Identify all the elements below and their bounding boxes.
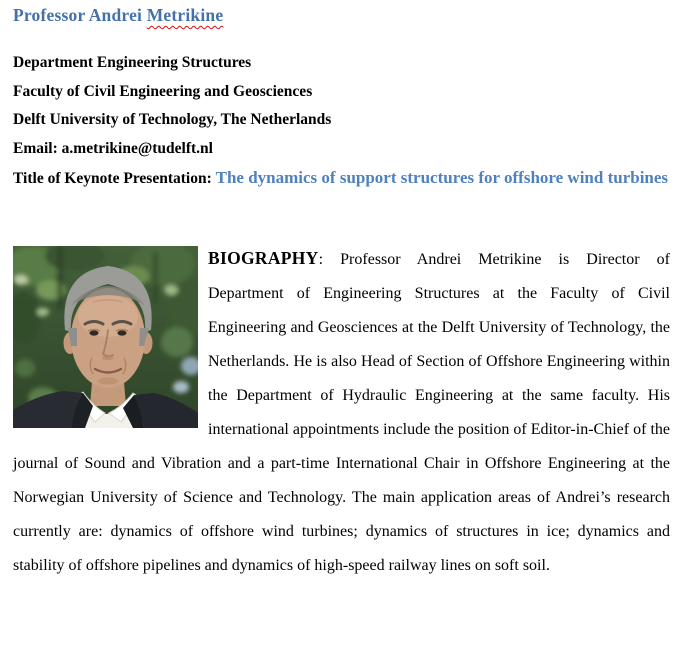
email-line (13, 135, 670, 164)
biography-text: : Professor Andrei Metrikine is Director of Department of Engineering Structures at the Faculty of Civil Engineering and Geosciences at the Delft University of Technology, the Netherlands. He is also Head of Section of Offshore Engineering within the Department of Hydraulic Engineering at the same faculty. His international appointments include the position of Editor-in-Chief of the journal of Sound and Vibration and a part-time International Chair in Offshore Engineering at the Norwegian University of Science and Technology. The main application areas of Andrei’s research currently are: dynamics of offshore wind turbines; dynamics of structures in ice; dynamics and stability of offshore pipelines and dynamics of high-speed railway lines on soft soil. (13, 250, 670, 574)
page-title-misspelled-word: Metrikine (146, 5, 224, 25)
portrait-photo (13, 246, 198, 428)
faculty-line: Faculty of Civil Engineering and Geosciences (13, 82, 313, 100)
keynote-line (13, 164, 670, 194)
page-title (13, 5, 670, 26)
university-line: Delft University of Technology, The Netherlands (13, 111, 332, 129)
contact-block (13, 49, 670, 194)
email-value: a.metrikine@tudelft.nl (61, 140, 213, 158)
biography-section (13, 241, 670, 583)
email-label: Email: (13, 140, 58, 158)
biography-label: BIOGRAPHY (208, 247, 319, 268)
keynote-title: The dynamics of support structures for offshore wind turbines (215, 167, 669, 187)
department-line: Department Engineering Structures (13, 54, 252, 71)
page-title-prefix: Professor Andrei (13, 5, 143, 25)
keynote-label: Title of Keynote Presentation: (13, 169, 212, 187)
